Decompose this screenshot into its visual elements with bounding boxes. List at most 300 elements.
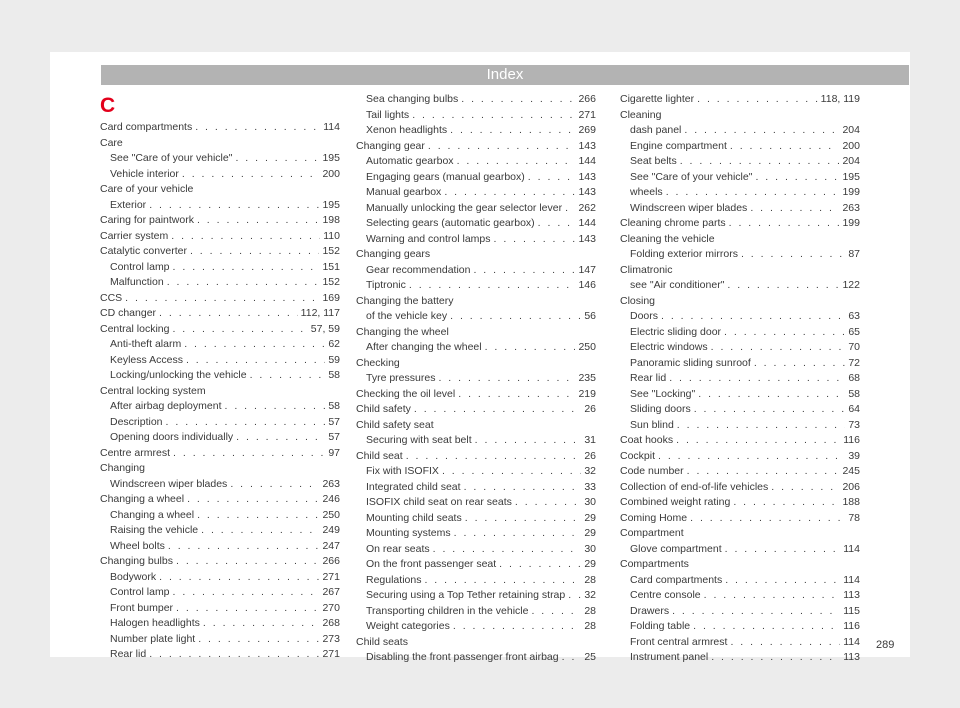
- index-entry: [620, 464, 860, 480]
- dot-leader: [461, 92, 575, 108]
- entry-page-ref: 195: [322, 198, 340, 211]
- index-entry: [356, 449, 596, 465]
- entry-term: Securing with seat belt: [366, 434, 472, 446]
- index-subentry: [100, 430, 340, 446]
- index-subentry: [620, 387, 860, 403]
- entry-page-ref: 118, 119: [820, 93, 860, 105]
- entry-page-ref: 198: [322, 214, 340, 226]
- entry-page-ref: 249: [322, 524, 340, 536]
- entry-page-ref: 271: [322, 570, 340, 583]
- dot-leader: [672, 604, 840, 620]
- entry-page-ref: 72: [848, 356, 860, 369]
- entry-term: Malfunction: [110, 276, 164, 288]
- entry-page-ref: 68: [848, 372, 860, 384]
- index-heading: Cleaning the vehicle: [620, 232, 715, 245]
- entry-page-ref: 110: [323, 229, 340, 242]
- entry-page-ref: 144: [578, 217, 596, 229]
- dot-leader: [562, 650, 582, 666]
- index-subentry: [620, 170, 860, 186]
- dot-leader: [568, 588, 581, 604]
- dot-leader: [159, 306, 298, 322]
- entry-term: Changing a wheel: [100, 493, 185, 505]
- entry-page-ref: 273: [322, 632, 340, 645]
- entry-term: Fix with ISOFIX: [366, 465, 439, 477]
- index-column-1: [100, 92, 340, 663]
- entry-term: Automatic gearbox: [366, 155, 454, 167]
- section-letter: C: [100, 94, 116, 117]
- index-entry: [100, 554, 340, 570]
- dot-leader: [182, 167, 320, 183]
- entry-term: Changing gear: [356, 139, 425, 152]
- index-subentry: [100, 151, 340, 167]
- index-entry: [356, 402, 596, 418]
- dot-leader: [684, 123, 839, 139]
- entry-page-ref: 113: [843, 589, 860, 601]
- dot-leader: [190, 244, 320, 260]
- entry-term: Folding table: [630, 620, 691, 632]
- dot-leader: [711, 340, 846, 356]
- entry-term: Collection of end-of-life vehicles: [620, 480, 769, 493]
- dot-leader: [444, 185, 575, 201]
- entry-term: Tail lights: [366, 108, 410, 121]
- dot-leader: [184, 337, 325, 353]
- dot-leader: [666, 185, 840, 201]
- entry-term: Raising the vehicle: [110, 524, 199, 536]
- index-heading: Changing gears: [356, 248, 431, 260]
- dot-leader: [176, 601, 319, 617]
- index-subentry: [620, 340, 860, 356]
- index-subentry: [620, 325, 860, 341]
- dot-leader: [690, 511, 845, 527]
- entry-page-ref: 33: [584, 480, 596, 493]
- entry-page-ref: 262: [578, 201, 596, 214]
- dot-leader: [450, 123, 575, 139]
- entry-term: Tyre pressures: [366, 372, 436, 384]
- dot-leader: [750, 201, 839, 217]
- index-subentry: [620, 309, 860, 325]
- index-subentry: [100, 523, 340, 539]
- dot-leader: [230, 477, 319, 493]
- entry-term: Windscreen wiper blades: [110, 477, 228, 490]
- entry-page-ref: 266: [322, 555, 340, 567]
- index-subentry: [620, 604, 860, 620]
- index-subentry: [356, 588, 596, 604]
- dot-leader: [235, 151, 319, 167]
- entry-term: Instrument panel: [630, 651, 709, 663]
- index-subentry: [100, 632, 340, 648]
- dot-leader: [412, 108, 575, 124]
- index-entry: [356, 139, 596, 155]
- entry-page-ref: 144: [578, 155, 596, 167]
- dot-leader: [236, 430, 325, 446]
- index-heading: Care of your vehicle: [100, 183, 194, 195]
- entry-term: CD changer: [100, 307, 157, 319]
- index-entry: [100, 306, 340, 322]
- entry-term: See "Care of your vehicle": [110, 152, 233, 164]
- index-subentry: [620, 185, 860, 201]
- index-entry: [620, 216, 860, 232]
- index-subentry: [620, 635, 860, 651]
- entry-term: Panoramic sliding sunroof: [630, 356, 751, 369]
- index-subentry: [100, 601, 340, 617]
- index-entry: [620, 511, 860, 527]
- index-subentry: [100, 570, 340, 586]
- entry-page-ref: 62: [328, 338, 340, 350]
- dot-leader: [725, 542, 841, 558]
- dot-leader: [125, 291, 319, 307]
- dot-leader: [168, 539, 320, 555]
- index-heading: Compartment: [620, 527, 684, 539]
- dot-leader: [687, 464, 840, 480]
- entry-page-ref: 97: [328, 446, 340, 459]
- entry-term: ISOFIX child seat on rear seats: [366, 496, 512, 508]
- index-subentry: [356, 340, 596, 356]
- index-subentry: [100, 198, 340, 214]
- index-subentry: [100, 275, 340, 291]
- dot-leader: [711, 650, 840, 666]
- entry-page-ref: 30: [584, 542, 596, 555]
- dot-leader: [494, 232, 576, 248]
- index-heading: Child seats: [356, 635, 408, 648]
- index-subentry: [100, 539, 340, 555]
- entry-page-ref: 32: [584, 465, 596, 477]
- entry-term: dash panel: [630, 124, 682, 136]
- entry-term: After changing the wheel: [366, 341, 482, 353]
- index-column-2: [356, 92, 596, 666]
- dot-leader: [171, 229, 320, 245]
- entry-term: Code number: [620, 465, 684, 477]
- index-subentry: [356, 263, 596, 279]
- entry-page-ref: 246: [322, 493, 340, 505]
- entry-page-ref: 206: [842, 480, 860, 493]
- index-subentry: [100, 585, 340, 601]
- index-heading: Changing the battery: [356, 294, 454, 307]
- index-subentry: [100, 415, 340, 431]
- index-subentry: [356, 526, 596, 542]
- entry-page-ref: 58: [848, 387, 860, 400]
- entry-term: Control lamp: [110, 586, 170, 598]
- index-heading: Care: [100, 136, 123, 149]
- entry-term: Bodywork: [110, 570, 157, 583]
- entry-page-ref: 56: [584, 310, 596, 322]
- dot-leader: [725, 573, 840, 589]
- entry-term: Securing using a Top Tether retaining strap: [366, 589, 566, 601]
- dot-leader: [754, 356, 846, 372]
- entry-term: See "Locking": [630, 387, 696, 400]
- dot-leader: [433, 542, 582, 558]
- dot-leader: [465, 511, 582, 527]
- dot-leader: [166, 415, 326, 431]
- index-entry: [620, 92, 860, 108]
- entry-term: Weight categories: [366, 620, 450, 632]
- entry-term: Changing a wheel: [110, 508, 195, 521]
- index-entry: [620, 449, 860, 465]
- entry-term: Regulations: [366, 573, 422, 586]
- entry-term: Central locking: [100, 322, 170, 335]
- entry-page-ref: 28: [584, 620, 596, 632]
- index-subentry: [620, 247, 860, 263]
- index-entry: [100, 213, 340, 229]
- index-entry: [100, 291, 340, 307]
- entry-term: Gear recommendation: [366, 263, 471, 276]
- index-subentry: [620, 650, 860, 666]
- index-subentry: [620, 371, 860, 387]
- dot-leader: [531, 604, 581, 620]
- dot-leader: [406, 449, 582, 465]
- entry-page-ref: 26: [584, 449, 596, 462]
- entry-page-ref: 30: [584, 496, 596, 508]
- dot-leader: [197, 508, 319, 524]
- entry-page-ref: 146: [578, 279, 596, 291]
- index-subentry: [100, 260, 340, 276]
- dot-leader: [697, 92, 818, 108]
- entry-page-ref: 267: [322, 586, 340, 598]
- entry-page-ref: 57: [328, 415, 340, 428]
- entry-term: Integrated child seat: [366, 480, 461, 493]
- entry-page-ref: 245: [842, 465, 860, 477]
- dot-leader: [173, 585, 320, 601]
- index-heading: Checking: [356, 356, 400, 369]
- entry-page-ref: 270: [322, 601, 340, 614]
- entry-page-ref: 73: [848, 418, 860, 431]
- dot-leader: [724, 325, 845, 341]
- dot-leader: [442, 464, 581, 480]
- index-subentry: [356, 278, 596, 294]
- entry-page-ref: 114: [843, 573, 860, 586]
- entry-term: Child safety: [356, 403, 411, 415]
- entry-page-ref: 57, 59: [310, 322, 340, 335]
- entry-term: Front central armrest: [630, 635, 728, 648]
- entry-term: Doors: [630, 310, 659, 322]
- index-subentry: [100, 647, 340, 663]
- entry-page-ref: 143: [578, 232, 596, 245]
- index-subentry: [356, 154, 596, 170]
- entry-page-ref: 235: [578, 372, 596, 384]
- entry-page-ref: 269: [578, 124, 596, 136]
- dot-leader: [187, 492, 319, 508]
- entry-term: Combined weight rating: [620, 496, 731, 508]
- entry-term: Windscreen wiper blades: [630, 201, 748, 214]
- dot-leader: [454, 526, 582, 542]
- entry-term: Caring for paintwork: [100, 214, 194, 226]
- entry-page-ref: 115: [843, 604, 860, 617]
- index-heading: Climatronic: [620, 263, 673, 276]
- index-heading: Changing: [100, 462, 145, 474]
- dot-leader: [698, 387, 845, 403]
- index-subentry: [356, 185, 596, 201]
- index-subentry: [356, 619, 596, 635]
- entry-page-ref: 152: [322, 276, 340, 288]
- entry-page-ref: 195: [322, 152, 340, 164]
- index-heading: Changing the wheel: [356, 325, 449, 338]
- entry-term: Coat hooks: [620, 434, 674, 446]
- index-subentry: [356, 542, 596, 558]
- entry-page-ref: 87: [848, 248, 860, 260]
- entry-page-ref: 58: [328, 369, 340, 381]
- entry-page-ref: 29: [584, 527, 596, 539]
- entry-term: Anti-theft alarm: [110, 338, 182, 350]
- index-subentry: [356, 604, 596, 620]
- dot-leader: [438, 371, 575, 387]
- entry-term: Engaging gears (manual gearbox): [366, 170, 525, 183]
- entry-page-ref: 250: [322, 508, 340, 521]
- index-entry: [100, 322, 340, 338]
- entry-page-ref: 59: [328, 353, 340, 366]
- index-subentry: [620, 139, 860, 155]
- entry-page-ref: 26: [584, 403, 596, 415]
- header-title: Index: [486, 66, 524, 83]
- index-subentry: [356, 464, 596, 480]
- entry-term: Centre console: [630, 589, 701, 601]
- entry-term: Coming Home: [620, 511, 688, 524]
- entry-page-ref: 65: [848, 325, 860, 338]
- entry-term: Changing bulbs: [100, 555, 173, 567]
- dot-leader: [203, 616, 320, 632]
- index-subentry: [100, 616, 340, 632]
- entry-term: Cockpit: [620, 449, 656, 462]
- entry-page-ref: 29: [584, 511, 596, 524]
- entry-page-ref: 113: [843, 651, 860, 663]
- entry-page-ref: 195: [842, 170, 860, 183]
- entry-page-ref: 57: [328, 431, 340, 443]
- dot-leader: [676, 433, 840, 449]
- entry-term: Checking the oil level: [356, 387, 456, 400]
- dot-leader: [197, 213, 320, 229]
- index-heading: Compartments: [620, 558, 689, 570]
- entry-page-ref: 219: [578, 387, 596, 400]
- index-heading: Cleaning: [620, 108, 662, 121]
- index-subentry: [356, 650, 596, 666]
- dot-leader: [167, 275, 320, 291]
- entry-term: Vehicle interior: [110, 167, 179, 180]
- index-entry: [620, 495, 860, 511]
- index-subentry: [100, 399, 340, 415]
- entry-page-ref: 143: [578, 170, 596, 183]
- dot-leader: [485, 340, 576, 356]
- entry-term: CCS: [100, 291, 123, 304]
- dot-leader: [475, 433, 582, 449]
- dot-leader: [173, 446, 325, 462]
- index-subentry: [356, 480, 596, 496]
- entry-page-ref: 143: [578, 139, 596, 152]
- entry-term: Card compartments: [100, 121, 193, 133]
- index-subentry: [100, 508, 340, 524]
- dot-leader: [149, 198, 319, 214]
- dot-leader: [457, 154, 576, 170]
- entry-page-ref: 114: [843, 542, 860, 555]
- entry-page-ref: 271: [322, 648, 340, 660]
- index-entry: [100, 446, 340, 462]
- dot-leader: [730, 635, 840, 651]
- index-entry: [100, 492, 340, 508]
- entry-page-ref: 116: [843, 434, 860, 446]
- dot-leader: [669, 371, 845, 387]
- dot-leader: [453, 619, 581, 635]
- entry-term: Electric sliding door: [630, 325, 722, 338]
- entry-term: Sun blind: [630, 418, 674, 431]
- entry-page-ref: 266: [578, 93, 596, 105]
- entry-term: Tiptronic: [366, 279, 406, 291]
- entry-page-ref: 250: [578, 341, 596, 353]
- entry-term: Keyless Access: [110, 353, 183, 366]
- index-entry: [620, 433, 860, 449]
- dot-leader: [729, 216, 840, 232]
- entry-term: Cigarette lighter: [620, 93, 695, 105]
- entry-term: Transporting children in the vehicle: [366, 604, 529, 617]
- dot-leader: [733, 495, 839, 511]
- dot-leader: [224, 399, 325, 415]
- index-entry: [100, 120, 340, 136]
- dot-leader: [464, 480, 582, 496]
- index-heading: Central locking system: [100, 384, 206, 397]
- index-subentry: [356, 433, 596, 449]
- entry-page-ref: 199: [842, 186, 860, 198]
- entry-term: Wheel bolts: [110, 539, 165, 552]
- dot-leader: [428, 139, 576, 155]
- dot-leader: [730, 139, 840, 155]
- entry-page-ref: 29: [584, 558, 596, 570]
- dot-leader: [538, 216, 576, 232]
- entry-page-ref: 263: [322, 477, 340, 490]
- index-subentry: [620, 123, 860, 139]
- entry-term: Cleaning chrome parts: [620, 217, 726, 229]
- entry-page-ref: 116: [843, 620, 860, 632]
- entry-term: wheels: [630, 186, 663, 198]
- dot-leader: [250, 368, 326, 384]
- entry-term: Centre armrest: [100, 446, 171, 459]
- page-number: 289: [876, 639, 895, 651]
- entry-page-ref: 200: [842, 139, 860, 152]
- entry-page-ref: 188: [842, 496, 860, 508]
- entry-page-ref: 58: [328, 400, 340, 412]
- entry-page-ref: 78: [848, 511, 860, 524]
- entry-page-ref: 268: [322, 617, 340, 629]
- dot-leader: [658, 449, 845, 465]
- entry-page-ref: 147: [578, 263, 596, 276]
- entry-term: Child seat: [356, 449, 403, 462]
- index-subentry: [620, 356, 860, 372]
- dot-leader: [727, 278, 839, 294]
- entry-term: Front bumper: [110, 601, 174, 614]
- index-subentry: [620, 154, 860, 170]
- entry-term: Folding exterior mirrors: [630, 248, 738, 260]
- entry-term: On the front passenger seat: [366, 558, 497, 570]
- entry-term: After airbag deployment: [110, 400, 222, 412]
- entry-term: Exterior: [110, 198, 147, 211]
- entry-term: Rear lid: [110, 648, 147, 660]
- entry-term: of the vehicle key: [366, 310, 448, 322]
- index-subentry: [356, 170, 596, 186]
- entry-term: Mounting child seats: [366, 511, 462, 524]
- entry-page-ref: 152: [322, 245, 340, 257]
- entry-term: See "Care of your vehicle": [630, 170, 753, 183]
- entry-page-ref: 204: [842, 124, 860, 136]
- entry-term: Catalytic converter: [100, 245, 187, 257]
- entry-page-ref: 200: [322, 167, 340, 180]
- entry-term: Drawers: [630, 604, 670, 617]
- entry-page-ref: 204: [842, 155, 860, 167]
- dot-leader: [176, 554, 319, 570]
- entry-term: Halogen headlights: [110, 617, 200, 629]
- dot-leader: [159, 570, 319, 586]
- entry-term: Opening doors individually: [110, 431, 234, 443]
- entry-page-ref: 271: [578, 108, 596, 121]
- index-subentry: [100, 477, 340, 493]
- index-subentry: [620, 418, 860, 434]
- dot-leader: [414, 402, 581, 418]
- entry-term: Sea changing bulbs: [366, 93, 459, 105]
- dot-leader: [741, 247, 845, 263]
